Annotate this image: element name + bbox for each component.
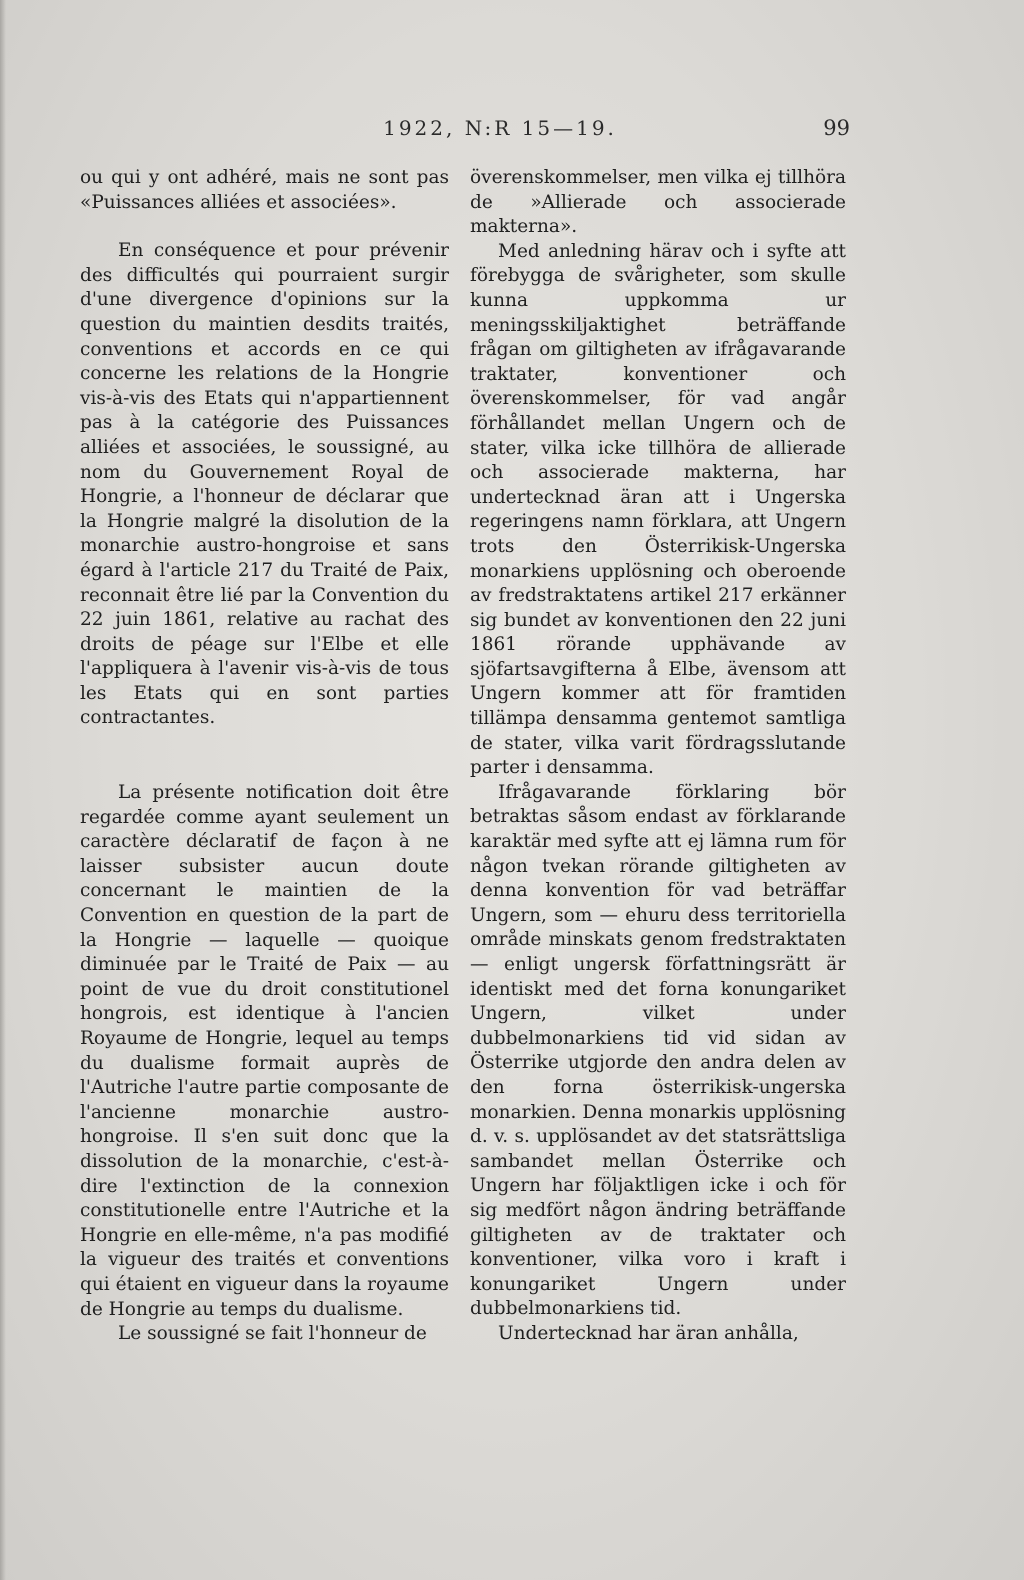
swedish-paragraph-1: överenskommelser, men vilka ej tillhöra de »Allierade och associerade makterna». bbox=[470, 167, 846, 238]
french-paragraph-2: En conséquence et pour prévenir des difficultés qui pourraient surgir d'une divergence d'opinions sur la question du maintien desdits traités, conventions et accords en ce qui concerne les relations de la Hongrie vis-à-vis des Etats qui n'appartiennent pas à la catégorie des Puissances alliées et associées, le soussigné, au nom du Gouvernement Royal de Hongrie, a l'honneur de déclarar que la Hongrie malgré la disolution de la monarchie austro-hongroise et sans égard à l'article 217 du Traité de Paix, reconnait être lié par la Convention du 22 juin 1861, relative au rachat des droits de péage sur l'Elbe et elle l'appliquera à l'avenir vis-à-vis de tous les Etats qui en sont parties contractantes. bbox=[80, 240, 449, 729]
french-paragraph-4: Le soussigné se fait l'honneur de bbox=[118, 1323, 427, 1345]
swedish-column bbox=[470, 166, 846, 1347]
scan-edge bbox=[0, 0, 6, 1580]
swedish-paragraph-4: Undertecknad har äran anhålla, bbox=[498, 1322, 799, 1344]
french-paragraph-1: ou qui y ont adhéré, mais ne sont pas «Puissances alliées et associées». bbox=[80, 167, 449, 213]
french-paragraph-3: La présente notification doit être regardée comme ayant seulement un caractère déclaratif de façon à ne laisser subsister aucun doute concernant le maintien de la Convention en question de la part de la Hongrie — laquelle — quoique diminuée par le Traité de Paix — au point de vue du droit constitutionel hongrois, est identique à l'ancien Royaume de Hongrie, lequel au temps du dualisme formait auprès de l'Autriche l'autre partie composante de l'ancienne monarchie austro-hongroise. Il s'en suit donc que la dissolution de la monarchie, c'est-à-dire l'extinction de la connexion constitutionelle entre l'Autriche et la Hongrie en elle-même, n'a pas modifié la vigueur des traités et conventions qui étaient en vigueur dans la royaume de Hongrie au temps du dualisme. bbox=[80, 782, 449, 1320]
swedish-paragraph-3: Ifrågavarande förklaring bör betraktas såsom endast av förklarande karaktär med syfte att ej lämna rum för någon tvekan rörande giltigheten av denna konvention för vad beträffar Ungern, som — ehuru dess territoriella område minskats genom fredstraktaten — enligt ungersk författningsrätt är identiskt med det forna konungariket Ungern, vilket under dubbelmonarkiens tid vid sidan av Österrike utgjorde den andra delen av den forna österrikisk-ungerska monarkien. Denna monarkis upplösning d. v. s. upplösandet av det statsrättsliga sambandet mellan Österrike och Ungern har följaktligen icke i och för sig medfört någon ändring beträffande giltigheten av de traktater och konventioner, vilka voro i kraft i konungariket Ungern under dubbelmonarkiens tid. bbox=[470, 781, 846, 1320]
swedish-paragraph-2: Med anledning härav och i syfte att förebygga de svårigheter, som skulle kunna uppkomma ur meningsskiljaktighet beträffande frågan om giltigheten av ifrågavarande traktater, konventioner och överenskommelser, för vad angår förhållandet mellan Ungern och de stater, vilka icke tillhöra de allierade och associerade makterna, har undertecknad äran att i Ungerska regeringens namn förklara, att Ungern trots den Österrikisk-Ungerska monarkiens upplösning och oberoende av fredstraktatens artikel 217 erkänner sig bundet av konventionen den 22 juni 1861 rörande upphävande av sjöfartsavgifterna å Elbe, ävensom att Ungern kommer att för framtiden tillämpa densamma gentemot samtliga de stater, vilka varit fördragsslutande parter i densamma. bbox=[470, 240, 846, 779]
french-column bbox=[80, 166, 449, 1347]
header-title: 1922, N:R 15—19. bbox=[383, 116, 617, 140]
page-number: 99 bbox=[823, 116, 850, 140]
running-header bbox=[0, 116, 1024, 146]
